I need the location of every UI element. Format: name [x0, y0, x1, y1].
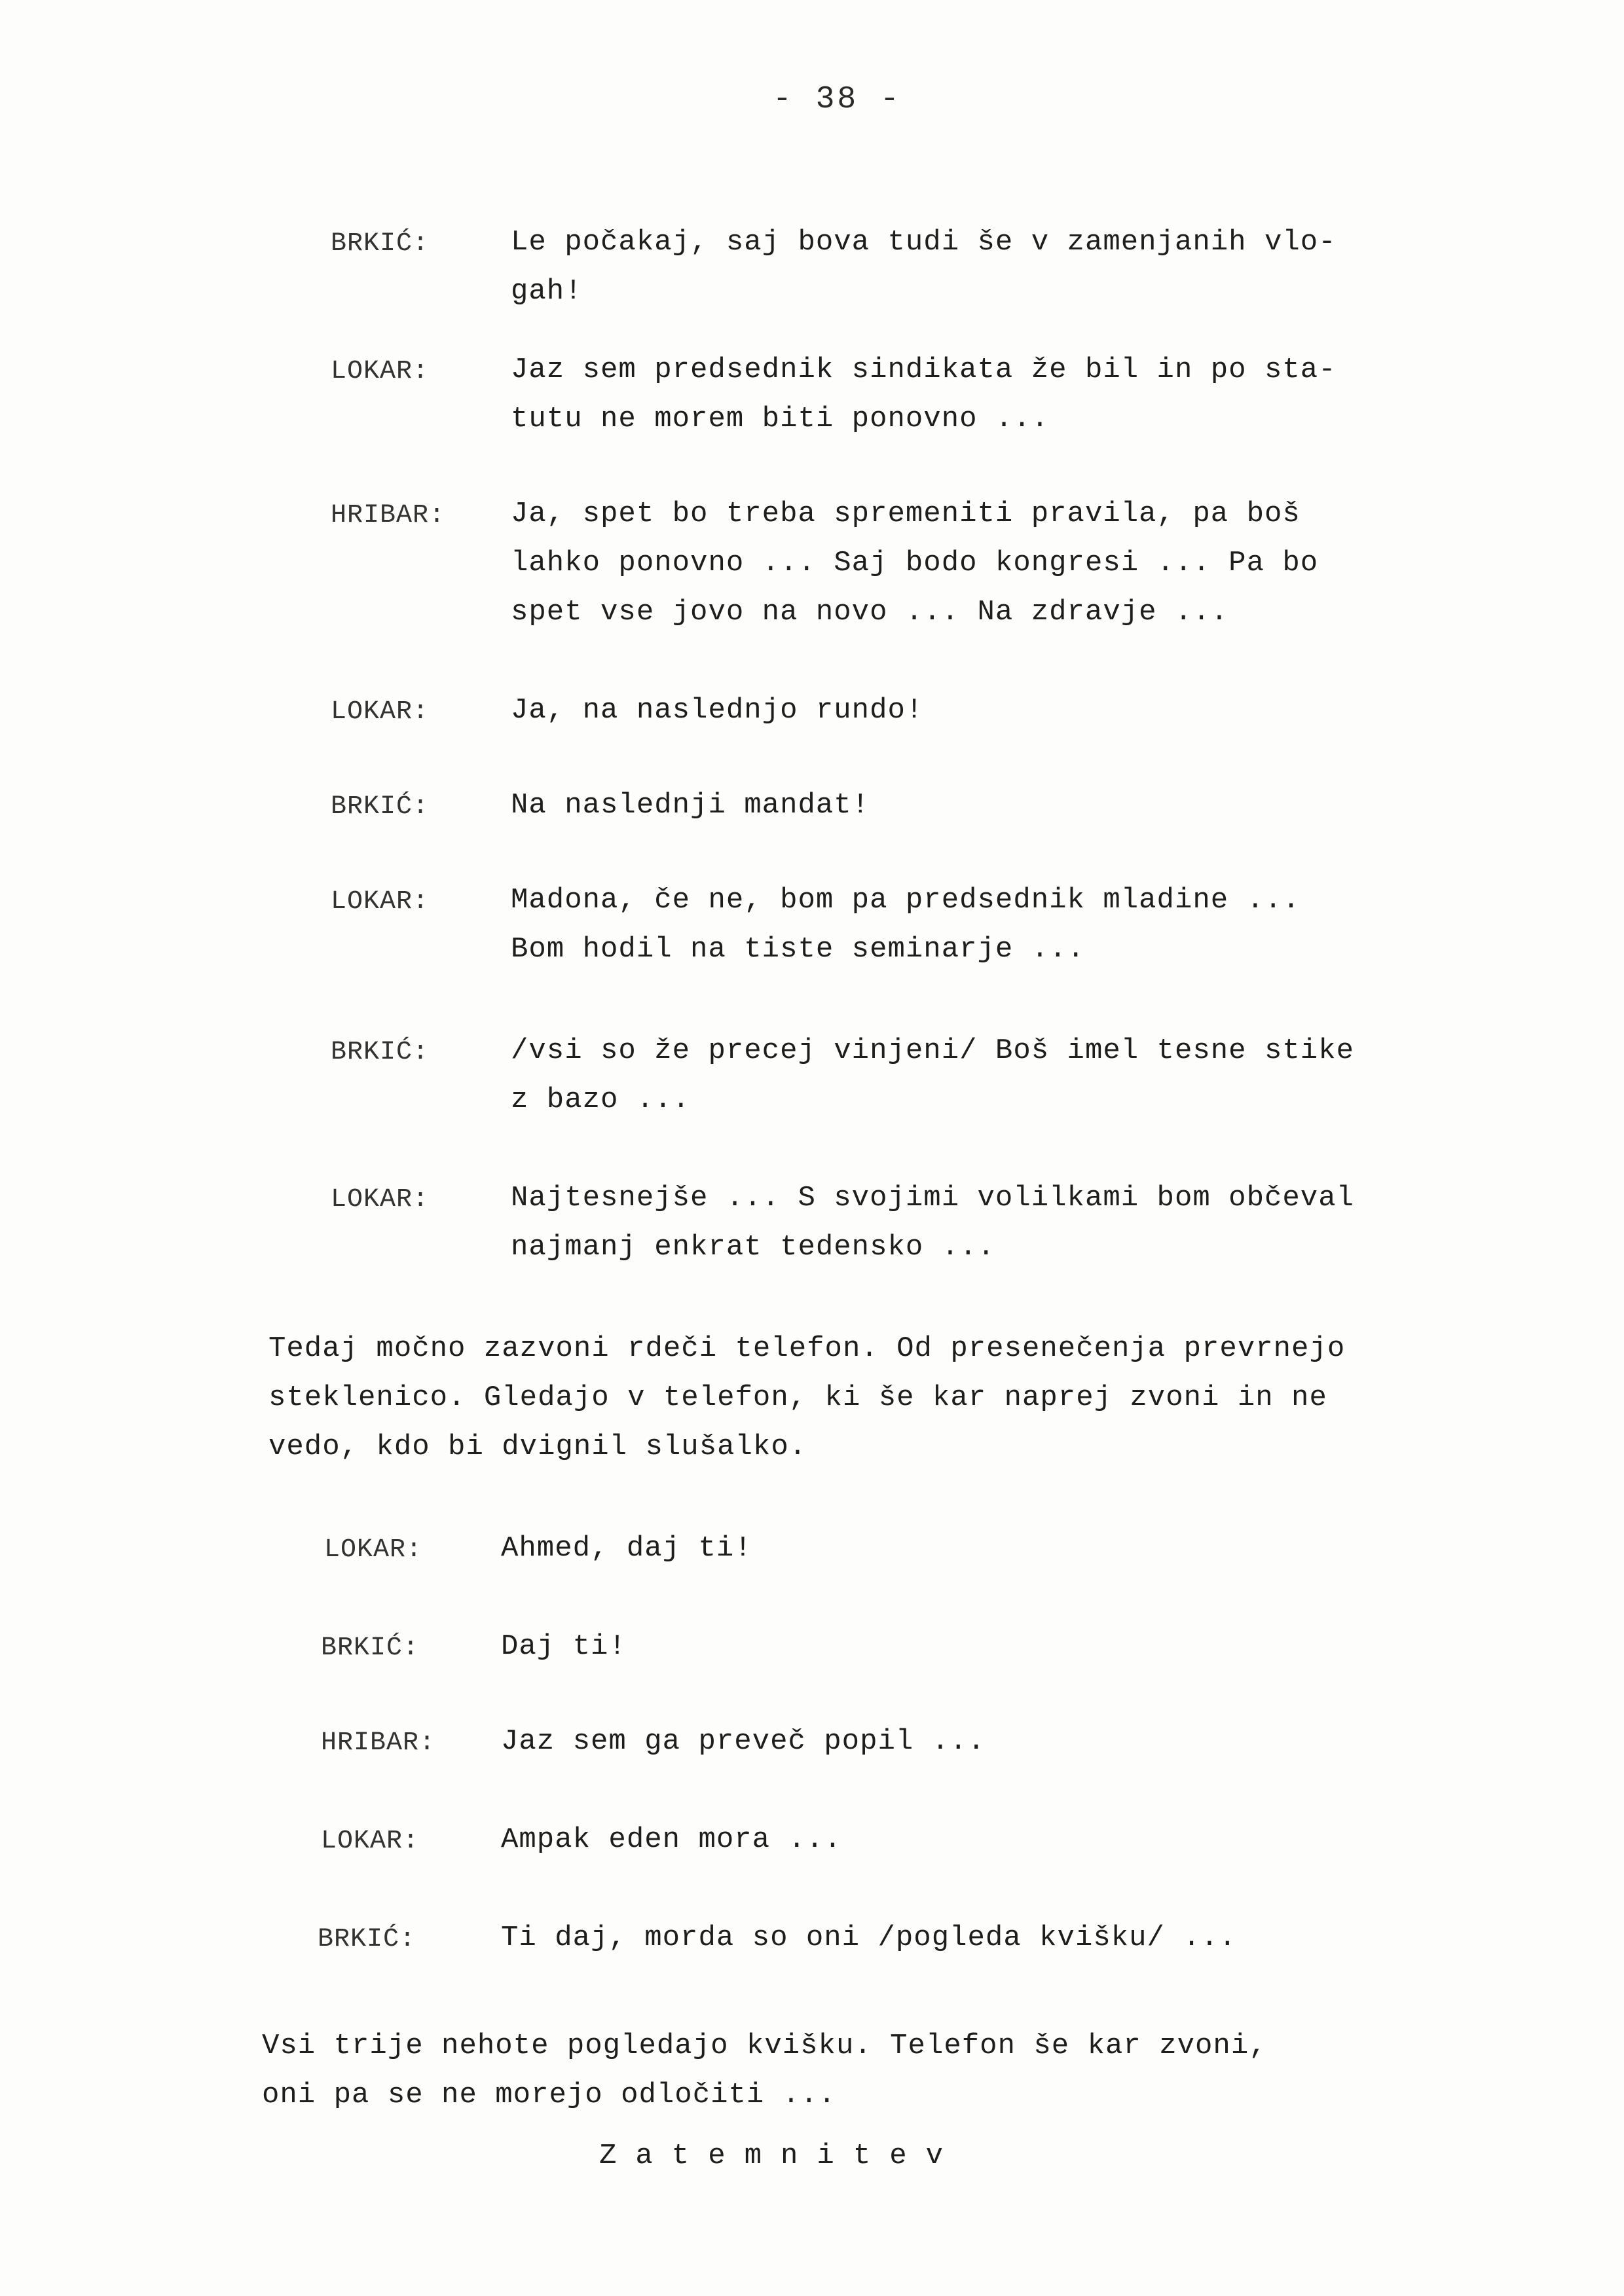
dialogue-line: Najtesnejše ... S svojimi volilkami bom občeval: [511, 1182, 1355, 1214]
dialogue-line: najmanj enkrat tedensko ...: [511, 1231, 995, 1264]
dialogue-line: Jaz sem ga preveč popil ...: [501, 1725, 986, 1758]
dialogue-line: Madona, če ne, bom pa predsednik mladine ...: [511, 884, 1301, 917]
speaker-label: LOKAR:: [331, 697, 430, 727]
scene-end-label: Zatemnitev: [599, 2140, 963, 2172]
dialogue-line: gah!: [511, 275, 583, 308]
stage-direction-line: Tedaj močno zazvoni rdeči telefon. Od presenečenja prevrnejo: [268, 1332, 1346, 1365]
dialogue-line: Ahmed, daj ti!: [501, 1532, 752, 1565]
dialogue-line: tutu ne morem biti ponovno ...: [511, 403, 1050, 435]
dialogue-line: spet vse jovo na novo ... Na zdravje ...: [511, 596, 1229, 629]
speaker-label: BRKIĆ:: [331, 1038, 430, 1067]
stage-direction-line: steklenico. Gledajo v telefon, ki še kar naprej zvoni in ne: [268, 1381, 1327, 1414]
speaker-label: BRKIĆ:: [331, 229, 430, 259]
page-number: - 38 -: [773, 82, 902, 117]
speaker-label: LOKAR:: [331, 1185, 430, 1214]
stage-direction-line: oni pa se ne morejo odločiti ...: [262, 2079, 836, 2111]
dialogue-line: Ja, spet bo treba spremeniti pravila, pa boš: [511, 498, 1301, 530]
stage-direction-line: vedo, kdo bi dvignil slušalko.: [268, 1430, 807, 1463]
speaker-label: LOKAR:: [324, 1535, 423, 1565]
speaker-label: HRIBAR:: [331, 501, 446, 530]
speaker-label: BRKIĆ:: [331, 792, 430, 822]
speaker-label: LOKAR:: [321, 1827, 420, 1856]
dialogue-line: Le počakaj, saj bova tudi še v zamenjanih vlo-: [511, 226, 1337, 259]
dialogue-line: Ampak eden mora ...: [501, 1823, 842, 1856]
stage-direction-line: Vsi trije nehote pogledajo kvišku. Telefon še kar zvoni,: [262, 2030, 1267, 2062]
speaker-label: BRKIĆ:: [321, 1633, 420, 1663]
dialogue-line: lahko ponovno ... Saj bodo kongresi ... Pa bo: [511, 547, 1319, 579]
dialogue-line: z bazo ...: [511, 1084, 691, 1116]
dialogue-line: Jaz sem predsednik sindikata že bil in po sta-: [511, 354, 1337, 386]
speaker-label: BRKIĆ:: [318, 1925, 416, 1954]
dialogue-line: Ja, na naslednjo rundo!: [511, 694, 924, 727]
speaker-label: LOKAR:: [331, 357, 430, 386]
dialogue-line: Daj ti!: [501, 1630, 627, 1663]
dialogue-line: Bom hodil na tiste seminarje ...: [511, 933, 1085, 966]
dialogue-line: /vsi so že precej vinjeni/ Boš imel tesne stike: [511, 1034, 1355, 1067]
speaker-label: LOKAR:: [331, 887, 430, 917]
speaker-label: HRIBAR:: [321, 1728, 436, 1758]
dialogue-line: Na naslednji mandat!: [511, 789, 870, 822]
dialogue-line: Ti daj, morda so oni /pogleda kvišku/ ...: [501, 1922, 1237, 1954]
